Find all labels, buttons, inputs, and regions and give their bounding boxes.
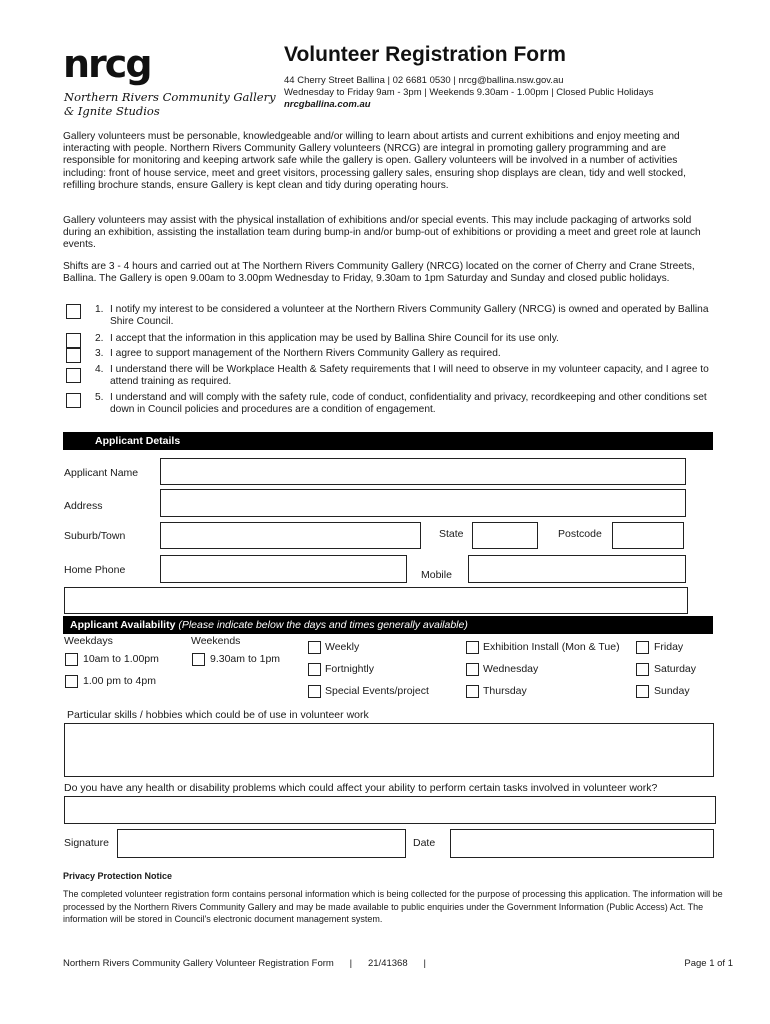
weekdays-label: Weekdays: [64, 635, 113, 647]
saturday-label: Saturday: [654, 663, 697, 675]
contact-line2: Wednesday to Friday 9am - 3pm | Weekends 9.30am - 1.00pm | Closed Public Holidays: [284, 87, 654, 98]
declaration-checkbox-2[interactable]: [66, 333, 81, 348]
logo-subtitle: [64, 90, 276, 118]
page-number: Page 1 of 1: [684, 958, 733, 969]
declaration-text: I understand and will comply with the safety rule, code of conduct, confidentiality and privacy, recordkeeping and other conditions set down in Council policies and procedures are a condition of engagement.: [110, 392, 707, 416]
weekend-930-label: 9.30am to 1pm: [210, 653, 281, 665]
sunday-checkbox[interactable]: [636, 685, 649, 698]
weekend-930-checkbox[interactable]: [192, 653, 205, 666]
declaration-text: I notify my interest to be considered a volunteer at the Northern Rivers Community Gallery (NRCG) is owned and operated by Ballina Shire Council.: [110, 304, 709, 328]
suburb-label: Suburb/Town: [64, 530, 126, 542]
weekday-1pm-checkbox[interactable]: [65, 675, 78, 688]
thursday-checkbox[interactable]: [466, 685, 479, 698]
declaration-number: 4.: [95, 364, 104, 375]
privacy-title: Privacy Protection Notice: [63, 871, 173, 881]
address-field[interactable]: [160, 489, 686, 517]
fortnightly-checkbox[interactable]: [308, 663, 321, 676]
signature-label: Signature: [64, 837, 109, 849]
friday-label: Friday: [654, 641, 684, 653]
declaration-checkbox-4[interactable]: [66, 368, 81, 383]
declaration-checkbox-3[interactable]: [66, 348, 81, 363]
postcode-label: Postcode: [558, 528, 602, 540]
sunday-label: Sunday: [654, 685, 690, 697]
postcode-field[interactable]: [612, 522, 684, 549]
page-title: Volunteer Registration Form: [284, 43, 566, 66]
skills-label: Particular skills / hobbies which could be of use in volunteer work: [67, 709, 369, 721]
weekday-10am-label: 10am to 1.00pm: [83, 653, 159, 665]
footer-text: Northern Rivers Community Gallery Volunteer Registration Form | 21/41368 |: [63, 958, 426, 969]
thursday-label: Thursday: [483, 685, 527, 697]
address-label: Address: [64, 500, 103, 512]
declaration-checkbox-1[interactable]: [66, 304, 81, 319]
logo-sub-line2: & Ignite Studios: [64, 104, 160, 118]
contact-info: [284, 75, 653, 111]
intro-paragraph-2: Gallery volunteers may assist with the physical installation of exhibitions and/or special events. This may include packaging of artworks sold during an exhibition, assisting the installation team during bump-in and/or bump-out of exhibitions or providing a meet and greet role at launch events.: [63, 215, 701, 251]
wednesday-label: Wednesday: [483, 663, 539, 675]
applicant-details-heading: Applicant Details: [63, 432, 713, 450]
home-phone-field[interactable]: [160, 555, 407, 583]
weekends-label: Weekends: [191, 635, 241, 647]
saturday-checkbox[interactable]: [636, 663, 649, 676]
weekly-label: Weekly: [325, 641, 360, 653]
contact-line1: 44 Cherry Street Ballina | 02 6681 0530 | nrcg@ballina.nsw.gov.au: [284, 75, 564, 86]
declaration-number: 1.: [95, 304, 104, 315]
declaration-text: I agree to support management of the Northern Rivers Community Gallery as required.: [110, 348, 501, 359]
fortnightly-label: Fortnightly: [325, 663, 375, 675]
mobile-label: Mobile: [421, 569, 452, 581]
install-label: Exhibition Install (Mon & Tue): [483, 641, 620, 653]
health-label: Do you have any health or disability problems which could affect your ability to perform certain tasks involved in volunteer work?: [64, 782, 658, 794]
applicant-name-label: Applicant Name: [64, 467, 139, 479]
home-phone-label: Home Phone: [64, 564, 126, 576]
logo: nrcg: [63, 42, 151, 86]
install-checkbox[interactable]: [466, 641, 479, 654]
declaration-number: 5.: [95, 392, 104, 403]
declaration-number: 2.: [95, 333, 104, 344]
state-field[interactable]: [472, 522, 538, 549]
declaration-text: I understand there will be Workplace Health & Safety requirements that I will need to observe in my volunteer capacity, and I agree to attend training as required.: [110, 364, 709, 388]
weekday-1pm-label: 1.00 pm to 4pm: [83, 675, 156, 687]
weekly-checkbox[interactable]: [308, 641, 321, 654]
declaration-checkbox-5[interactable]: [66, 393, 81, 408]
state-label: State: [439, 528, 464, 540]
logo-sub-line1: Northern Rivers Community Gallery: [64, 90, 276, 104]
special-events-checkbox[interactable]: [308, 685, 321, 698]
signature-field[interactable]: [117, 829, 406, 858]
wednesday-checkbox[interactable]: [466, 663, 479, 676]
health-field[interactable]: [64, 796, 716, 824]
website-link[interactable]: nrcgballina.com.au: [284, 99, 371, 110]
mobile-field[interactable]: [468, 555, 686, 583]
availability-heading: Applicant Availability (Please indicate below the days and times generally available): [63, 616, 713, 634]
suburb-field[interactable]: [160, 522, 421, 549]
email-field[interactable]: [64, 587, 688, 614]
declaration-number: 3.: [95, 348, 104, 359]
applicant-name-field[interactable]: [160, 458, 686, 485]
friday-checkbox[interactable]: [636, 641, 649, 654]
date-field[interactable]: [450, 829, 714, 858]
declaration-text: I accept that the information in this application may be used by Ballina Shire Council for its use only.: [110, 333, 559, 344]
intro-paragraph-3: Shifts are 3 - 4 hours and carried out at The Northern Rivers Community Gallery (NRCG) located on the corner of Cherry and Crane Streets, Ballina. The Gallery is open 9.00am to 3.00pm Wednesday to Friday, 9.30am to 1pm Saturday and Sunday and closed public holidays.: [63, 261, 695, 285]
date-label: Date: [413, 837, 436, 849]
weekday-10am-checkbox[interactable]: [65, 653, 78, 666]
skills-field[interactable]: [64, 723, 714, 777]
intro-paragraph-1: Gallery volunteers must be personable, knowledgeable and/or willing to learn about artists and current exhibitions and enjoy meeting and interacting with people. Northern Rivers Community Gallery volunteers (NRCG) are integral in promoting gallery programming and are responsible for monitoring and keeping artwork safe while the gallery is open. Gallery volunteers will be involved in a number of activities including: front of house service, meet and greet visitors, processing gallery sales, ensuring shop displays are clean, tidy and well stocked, refilling brochure stands, ensure Gallery is kept clean and tidy during operating hours.: [63, 131, 686, 191]
privacy-text: The completed volunteer registration form contains personal information which is being collected for the purpose of processing this application. The information will be processed by the Northern Rivers Community Gallery and may be made available to public enquiries under the Government Information (Public Access) Act. The information will be stored in Council's electronic document management system.: [63, 889, 723, 924]
special-events-label: Special Events/project: [325, 685, 429, 697]
